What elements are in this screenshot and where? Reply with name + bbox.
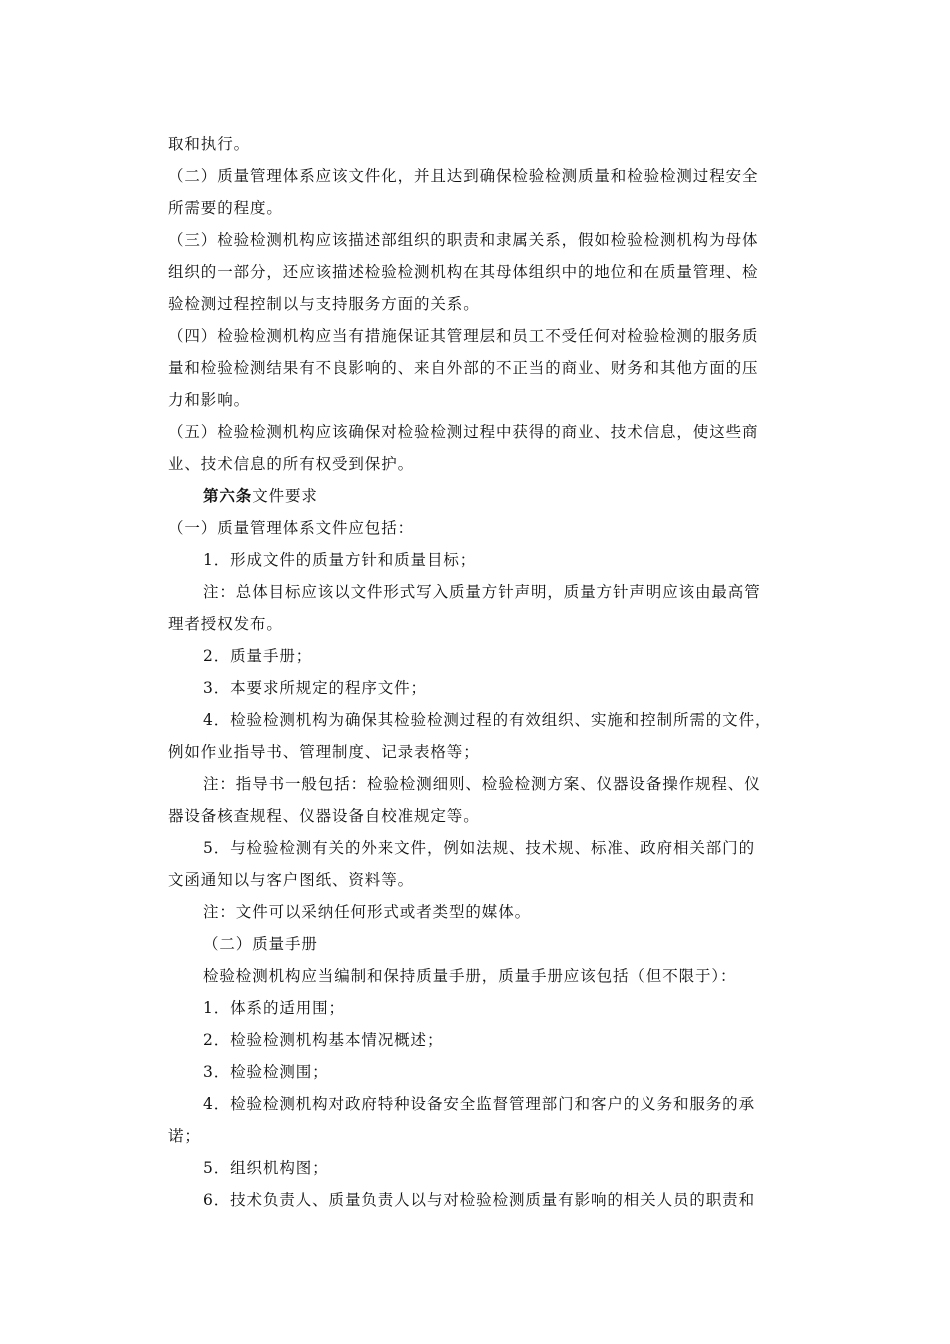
list-item: 3．检验检测围； bbox=[203, 1063, 329, 1081]
note-line: 理者授权发布。 bbox=[168, 615, 283, 633]
list-item: 1．形成文件的质量方针和质量目标； bbox=[203, 551, 477, 569]
paragraph-line: （三）检验检测机构应该描述部组织的职责和隶属关系，假如检验检测机构为母体 bbox=[168, 231, 759, 249]
list-item: 4．检验检测机构为确保其检验检测过程的有效组织、实施和控制所需的文件， bbox=[203, 711, 772, 729]
paragraph-line: 验检测过程控制以与支持服务方面的关系。 bbox=[168, 295, 480, 313]
note-line: 注：指导书一般包括：检验检测细则、检验检测方案、仪器设备操作规程、仪 bbox=[203, 775, 761, 793]
list-item: 5．组织机构图； bbox=[203, 1159, 329, 1177]
paragraph-line: （一）质量管理体系文件应包括： bbox=[168, 519, 415, 537]
paragraph-line: （四）检验检测机构应当有措施保证其管理层和员工不受任何对检验检测的服务质 bbox=[168, 327, 759, 345]
paragraph-line: 业、技术信息的所有权受到保护。 bbox=[168, 455, 415, 473]
paragraph-line: 取和执行。 bbox=[168, 135, 251, 153]
note-line: 注：总体目标应该以文件形式写入质量方针声明，质量方针声明应该由最高管 bbox=[203, 583, 761, 601]
list-item: 诺； bbox=[168, 1127, 201, 1145]
list-item: 6．技术负责人、质量负责人以与对检验检测质量有影响的相关人员的职责和 bbox=[203, 1191, 755, 1209]
list-item: 4．检验检测机构对政府特种设备安全监督管理部门和客户的义务和服务的承 bbox=[203, 1095, 755, 1113]
paragraph-line: 组织的一部分，还应该描述检验检测机构在其母体组织中的地位和在质量管理、检 bbox=[168, 263, 759, 281]
article-heading bbox=[203, 486, 823, 506]
note-line: 器设备核查规程、仪器设备自校准规定等。 bbox=[168, 807, 480, 825]
list-item: 例如作业指导书、管理制度、记录表格等； bbox=[168, 743, 480, 761]
list-item: 文函通知以与客户图纸、资料等。 bbox=[168, 871, 415, 889]
article-title: 第六条 bbox=[203, 486, 253, 505]
paragraph-line: 力和影响。 bbox=[168, 391, 251, 409]
list-item: 5．与检验检测有关的外来文件，例如法规、技术规、标准、政府相关部门的 bbox=[203, 839, 755, 857]
paragraph-line: 量和检验检测结果有不良影响的、来自外部的不正当的商业、财务和其他方面的压 bbox=[168, 359, 759, 377]
list-item: 1．体系的适用围； bbox=[203, 999, 345, 1017]
article-subject: 文件要求 bbox=[252, 487, 318, 505]
section-heading: （二）质量手册 bbox=[203, 935, 318, 953]
list-item: 3．本要求所规定的程序文件； bbox=[203, 679, 427, 697]
paragraph-line: 所需要的程度。 bbox=[168, 199, 283, 217]
list-item: 2．检验检测机构基本情况概述； bbox=[203, 1031, 444, 1049]
paragraph-line: （二）质量管理体系应该文件化，并且达到确保检验检测质量和检验检测过程安全 bbox=[168, 167, 759, 185]
paragraph-line: （五）检验检测机构应该确保对检验检测过程中获得的商业、技术信息，使这些商 bbox=[168, 423, 759, 441]
list-item: 2．质量手册； bbox=[203, 647, 313, 665]
note-line: 注：文件可以采纳任何形式或者类型的媒体。 bbox=[203, 903, 532, 921]
paragraph-line: 检验检测机构应当编制和保持质量手册，质量手册应该包括（但不限于）： bbox=[203, 967, 737, 985]
